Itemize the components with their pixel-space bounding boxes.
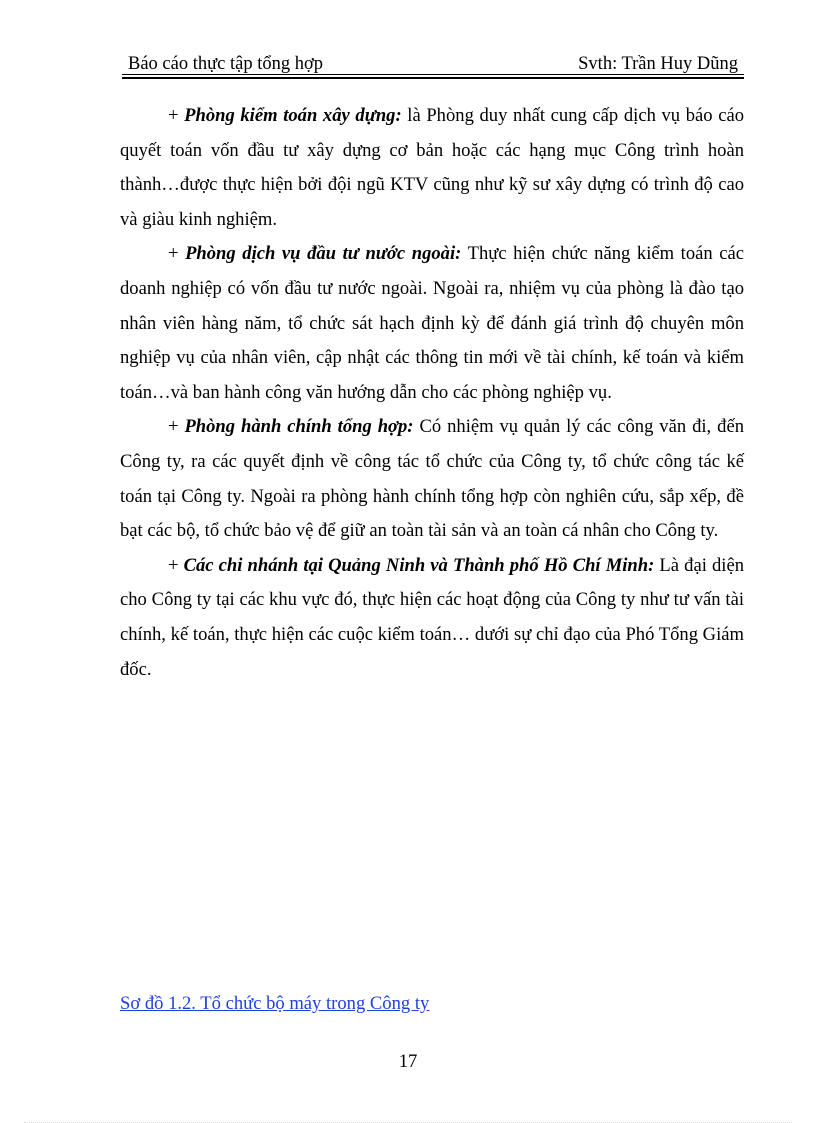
paragraph-text: là Phòng duy nhất cung cấp dịch vụ báo cáo quyết toán vốn đầu tư xây dựng cơ bản hoặc các hạng mục Công trình hoàn thành…được thực hiện bởi đội ngũ KTV cũng như kỹ sư xây dựng có trình độ cao và giàu kinh nghiệm. xyxy=(120,105,744,230)
header-rule-thick xyxy=(122,77,744,79)
paragraph-branches xyxy=(120,549,744,687)
document-body xyxy=(120,99,744,687)
paragraph-text: Thực hiện chức năng kiểm toán các doanh nghiệp có vốn đầu tư nước ngoài. Ngoài ra, nhiệm vụ của phòng là đào tạo nhân viên hàng năm, tổ chức sát hạch định kỳ để đánh giá trình độ chuyên môn nghiệp vụ của nhân viên, cập nhật các thông tin mới về tài chính, kế toán và kiểm toán…và ban hành công văn hướng dẫn cho các phòng nghiệp vụ. xyxy=(120,243,744,403)
paragraph-heading: Phòng hành chính tổng hợp: xyxy=(184,416,414,438)
page-number: 17 xyxy=(398,1051,418,1072)
paragraph-foreign-investment xyxy=(120,237,744,410)
header-rule-thin xyxy=(122,74,744,75)
paragraph-bullet: + xyxy=(168,416,185,438)
paragraph-bullet: + xyxy=(168,105,185,126)
paragraph-bullet: + xyxy=(168,554,184,576)
page-header xyxy=(122,52,744,78)
paragraph-administration xyxy=(120,410,744,548)
paragraph-text: Có nhiệm vụ quản lý các công văn đi, đến Công ty, ra các quyết định về công tác tổ chức của Công ty, tổ chức công tác kế toán tại Công ty. Ngoài ra phòng hành chính tổng hợp còn nghiên cứu, sắp xếp, đề bạt các bộ, tổ chức bảo vệ để giữ an toàn tài sản và an toàn cá nhân cho Công ty. xyxy=(120,416,744,542)
header-student-name: Svth: Trần Huy Dũng xyxy=(578,54,738,74)
paragraph-heading: Phòng kiểm toán xây dựng: xyxy=(184,105,402,126)
paragraph-text: Là đại diện cho Công ty tại các khu vực đó, thực hiện các hoạt động của Công ty như tư vấn tài chính, kế toán, thực hiện các cuộc kiểm toán… dưới sự chỉ đạo của Phó Tổng Giám đốc. xyxy=(120,554,744,680)
paragraph-heading: Phòng dịch vụ đầu tư nước ngoài: xyxy=(185,243,462,265)
paragraph-heading: Các chi nhánh tại Quảng Ninh và Thành phố Hồ Chí Minh: xyxy=(183,554,655,576)
diagram-caption-link[interactable]: Sơ đồ 1.2. Tổ chức bộ máy trong Công ty xyxy=(120,993,430,1014)
paragraph-bullet: + xyxy=(168,243,186,265)
header-report-title: Báo cáo thực tập tổng hợp xyxy=(128,54,323,74)
paragraph-construction-audit xyxy=(120,99,744,237)
